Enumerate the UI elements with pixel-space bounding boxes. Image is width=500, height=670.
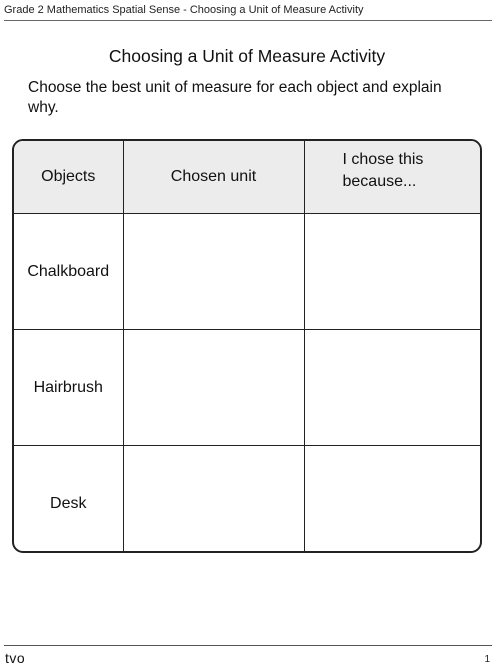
- object-cell: Desk: [14, 446, 123, 554]
- instructions-text: Choose the best unit of measure for each object and explain why.: [28, 79, 442, 116]
- header-chosen-unit: Chosen unit: [123, 141, 304, 214]
- chosen-unit-cell[interactable]: [123, 446, 304, 554]
- table-row: [14, 330, 480, 446]
- document-header: Grade 2 Mathematics Spatial Sense - Choosing a Unit of Measure Activity: [4, 2, 492, 21]
- activity-table: [14, 141, 480, 553]
- header-objects: Objects: [14, 141, 123, 214]
- reason-cell[interactable]: [304, 446, 480, 554]
- object-cell: Hairbrush: [14, 330, 123, 446]
- reason-cell[interactable]: [304, 330, 480, 446]
- activity-table-frame: [12, 139, 482, 553]
- tvo-logo: tvo: [5, 650, 26, 666]
- footer-divider: [4, 645, 492, 646]
- reason-cell[interactable]: [304, 214, 480, 330]
- page-title: Choosing a Unit of Measure Activity: [108, 46, 386, 66]
- header-reason: I chose this because...: [304, 141, 480, 214]
- table-row: [14, 446, 480, 554]
- table-row: [14, 214, 480, 330]
- chosen-unit-cell[interactable]: [123, 214, 304, 330]
- chosen-unit-cell[interactable]: [123, 330, 304, 446]
- table-header-row: [14, 141, 480, 214]
- page-number: 1: [484, 654, 490, 665]
- object-cell: Chalkboard: [14, 214, 123, 330]
